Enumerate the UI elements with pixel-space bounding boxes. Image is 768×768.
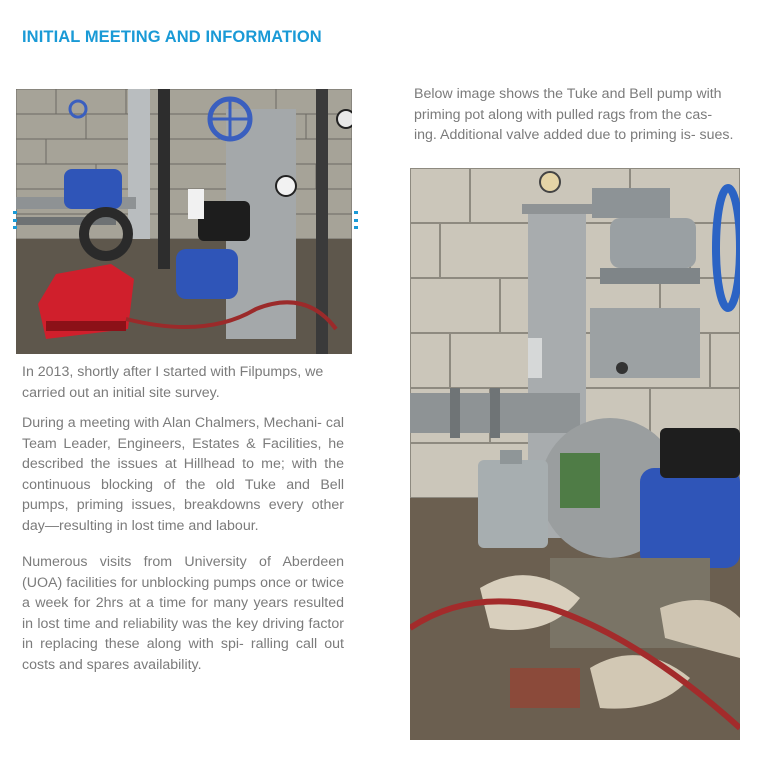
decorative-marker-left bbox=[13, 211, 17, 229]
pump-room-photo bbox=[16, 89, 352, 354]
meeting-paragraph: During a meeting with Alan Chalmers, Mechani- cal Team Leader, Engineers, Estates & Facilities, he described the issues at Hillhead to me; with the continuous blocking of the old Tuke and Bell pumps, priming issues, breakdowns every other day—resulting in lost time and labour. bbox=[22, 415, 344, 534]
tuke-and-bell-pump-photo bbox=[410, 168, 740, 740]
page-heading: INITIAL MEETING AND INFORMATION bbox=[22, 28, 322, 46]
intro-paragraph: In 2013, shortly after I started with Filpumps, we carried out an initial site survey. bbox=[22, 364, 324, 401]
decorative-marker-right bbox=[354, 211, 358, 229]
visits-paragraph: Numerous visits from University of Aberdeen (UOA) facilities for unblocking pumps once or twice a week for 2hrs at a time for many years resulted in lost time and reliability was the key driving factor in replacing these along with spi- ralling call out costs and spares availability. bbox=[22, 554, 344, 673]
photo-caption: Below image shows the Tuke and Bell pump with priming pot along with pulled rags from the cas- ing. Additional valve added due to priming is- sues. bbox=[414, 86, 734, 143]
